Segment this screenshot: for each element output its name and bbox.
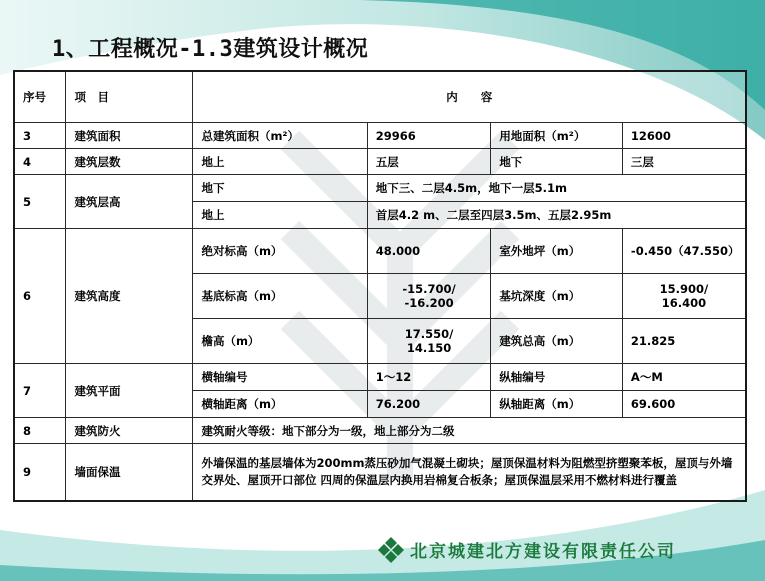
table-row-3 <box>14 123 746 149</box>
row-no: 9 <box>14 444 66 501</box>
table-header-row <box>14 71 746 123</box>
cell: 建筑总高（m） <box>491 319 623 364</box>
cell: 五层 <box>367 149 491 175</box>
cell-line: 14.150 <box>406 341 452 355</box>
cell: 21.825 <box>622 319 746 364</box>
cell-line: 16.400 <box>661 296 707 310</box>
row-no: 7 <box>14 364 66 418</box>
cell: 地下三、二层4.5m，地下一层5.1m <box>367 175 746 202</box>
overview-table <box>13 70 747 502</box>
row-item: 建筑层高 <box>66 175 193 229</box>
table-row-6a <box>14 229 746 274</box>
row-no: 5 <box>14 175 66 229</box>
cell-line: -16.200 <box>404 296 454 310</box>
cell: A～M <box>622 364 746 391</box>
cell: 69.600 <box>622 391 746 418</box>
cell: 基底标高（m） <box>193 274 367 319</box>
cell: 29966 <box>367 123 491 149</box>
slide-title: 1、工程概况-1.3建筑设计概况 <box>52 37 369 62</box>
cell: 檐高（m） <box>193 319 367 364</box>
cell-line: -15.700/ <box>402 282 456 296</box>
table-row-7a <box>14 364 746 391</box>
row-item: 墙面保温 <box>66 444 193 501</box>
company-logo-icon <box>376 535 406 565</box>
building-overview-table <box>13 70 747 502</box>
cell <box>367 274 491 319</box>
cell: 横轴距离（m） <box>193 391 367 418</box>
company-name: 北京城建北方建设有限责任公司 <box>410 542 676 562</box>
cell: 76.200 <box>367 391 491 418</box>
cell: 绝对标高（m） <box>193 229 367 274</box>
cell: 首层4.2 m、二层至四层3.5m、五层2.95m <box>367 202 746 229</box>
table-row-8 <box>14 418 746 444</box>
cell: 总建筑面积（m²） <box>193 123 367 149</box>
row-no: 4 <box>14 149 66 175</box>
cell: 12600 <box>622 123 746 149</box>
header-item: 项 目 <box>66 71 193 123</box>
row-item: 建筑层数 <box>66 149 193 175</box>
cell: 1～12 <box>367 364 491 391</box>
cell: 地下 <box>193 175 367 202</box>
cell: 基坑深度（m） <box>491 274 623 319</box>
row-item: 建筑高度 <box>66 229 193 364</box>
cell: -0.450（47.550） <box>622 229 746 274</box>
table-row-5a <box>14 175 746 202</box>
cell: 外墙保温的基层墙体为200mm蒸压砂加气混凝土砌块；屋顶保温材料为阻燃型挤塑聚苯板，屋顶与外墙交界处、屋顶开口部位 四周的保温层内换用岩棉复合板条；屋顶保温层采用不燃材料进行覆盖 <box>193 444 746 501</box>
cell: 地上 <box>193 202 367 229</box>
header-content: 内 容 <box>193 71 746 123</box>
cell-line: 15.900/ <box>659 282 709 296</box>
row-no: 8 <box>14 418 66 444</box>
cell <box>622 274 746 319</box>
cell-line: 17.550/ <box>404 327 454 341</box>
table-row-9 <box>14 444 746 501</box>
row-item: 建筑防火 <box>66 418 193 444</box>
cell: 地上 <box>193 149 367 175</box>
row-no: 6 <box>14 229 66 364</box>
cell: 纵轴编号 <box>491 364 623 391</box>
header-no: 序号 <box>14 71 66 123</box>
cell: 三层 <box>622 149 746 175</box>
cell: 48.000 <box>367 229 491 274</box>
cell: 地下 <box>491 149 623 175</box>
cell <box>367 319 491 364</box>
cell: 建筑耐火等级：地下部分为一级，地上部分为二级 <box>193 418 746 444</box>
cell: 用地面积（m²） <box>491 123 623 149</box>
row-no: 3 <box>14 123 66 149</box>
cell: 室外地坪（m） <box>491 229 623 274</box>
cell: 纵轴距离（m） <box>491 391 623 418</box>
row-item: 建筑面积 <box>66 123 193 149</box>
table-row-4 <box>14 149 746 175</box>
row-item: 建筑平面 <box>66 364 193 418</box>
cell: 横轴编号 <box>193 364 367 391</box>
